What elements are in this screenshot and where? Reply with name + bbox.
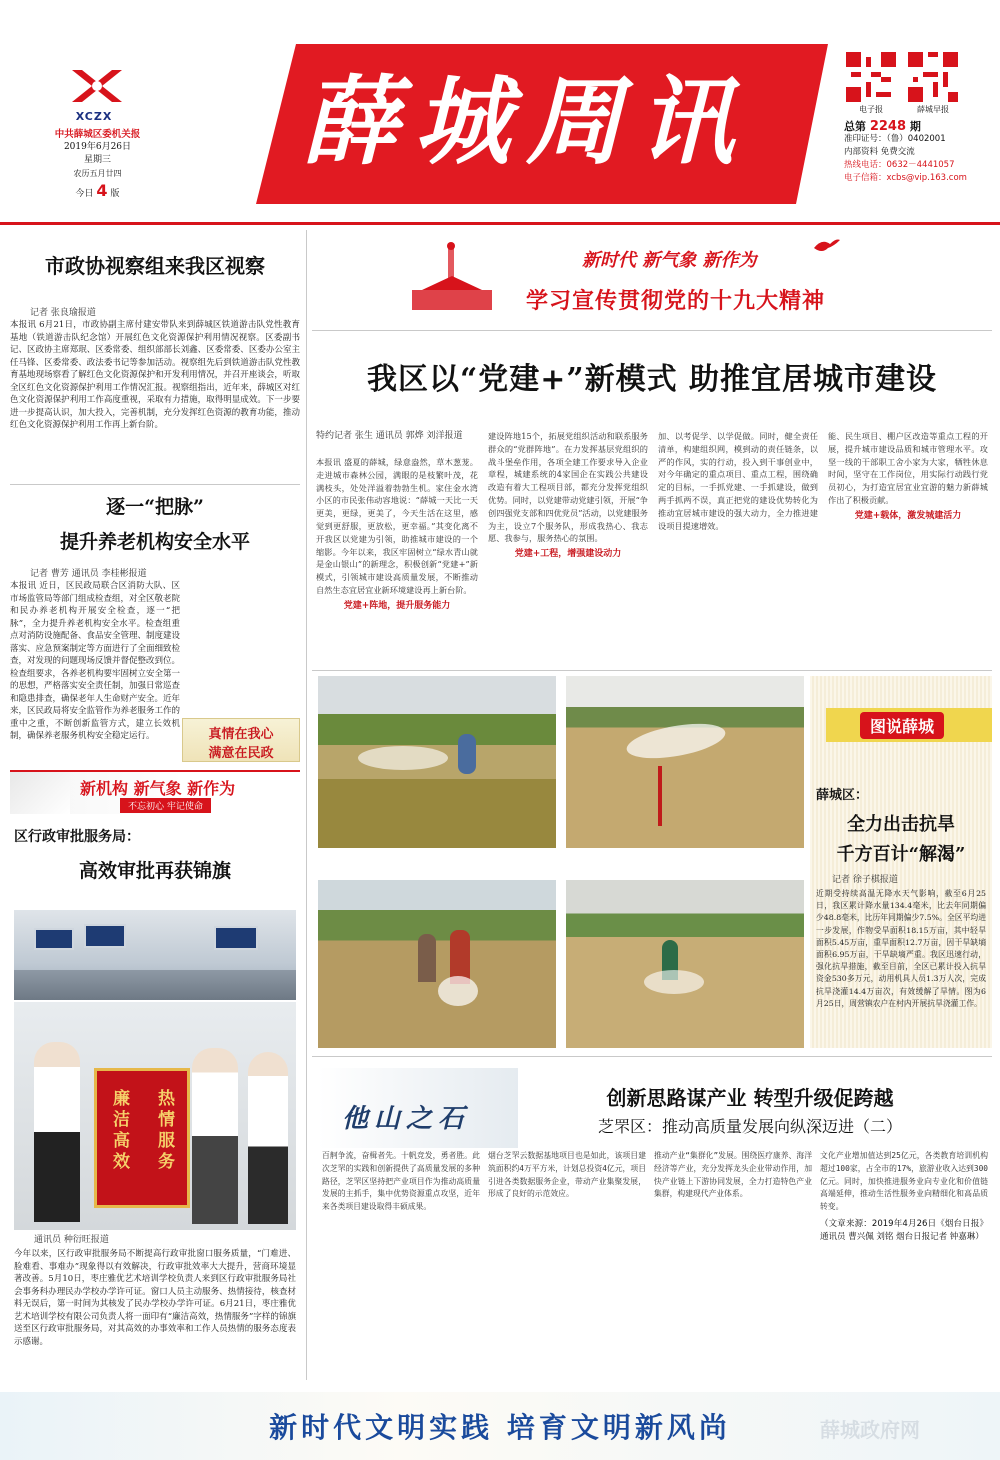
subhead-2: 党建+工程，增强建设动力 bbox=[514, 549, 622, 560]
qr-morning-news[interactable] bbox=[908, 52, 958, 102]
main-column-2: 建设阵地15个，拓展党组织活动和联系服务群众的“党群阵地”。在力发挥基层党组织的战斗堡垒作用，各项全建工作要求导入企业章程，城建系统的4家国企在实践公共建设改造有着大工程项目部，都充分发挥党组织优势。同时，以党建带动党建引领，开展“争创四强党支部和四优党员”活动，以党建服务为主，设立7个服务队，形成我热心、我志愿、我参与，服务热心的氛围。 党建+工程，增强建设动力 bbox=[488, 431, 648, 560]
banner-text-line1: 真情在我心 bbox=[208, 727, 274, 742]
bottom-title: 创新思路谋产业 转型升级促跨越 bbox=[606, 1086, 894, 1110]
article-source: （文章来源：2019年4月26日《烟台日报》 通讯员 曹兴佩 刘铭 烟台日报记者 钟嘉琳） bbox=[820, 1218, 988, 1242]
footer-banner bbox=[0, 1392, 1000, 1460]
main-column-4: 能、民生项目、棚户区改造等重点工程的开展，提升城市建设品质和城市管理水平。攻坚一线的干部职工舍小家为大家，牺牲休息时间，坚守在工作岗位，用实际行动践行党员初心，为打造宜居宜业宜游的魅力新薛城作出了积极贡献。 党建+载体，激发城建活力 bbox=[828, 431, 988, 521]
photo-minzheng-banner bbox=[182, 718, 300, 762]
article-byline: 记者 张良瑜报道 bbox=[30, 308, 96, 318]
masthead-title: 薛城周讯 bbox=[302, 65, 750, 178]
logo-text: XCZX bbox=[75, 110, 113, 123]
watermark: 薛城政府网 bbox=[820, 1418, 920, 1442]
bottom-column-3: 推动产业“集群化”发展。围绕医疗康养、海洋经济等产业，充分发挥龙头企业带动作用，加快产业链上下游协同发展，全力打造特色产业集群，构建现代产业体系。 bbox=[654, 1151, 812, 1199]
newspaper-logo bbox=[64, 66, 124, 123]
photo-drought-4 bbox=[566, 880, 804, 1048]
masthead-title-block bbox=[256, 44, 828, 204]
article-byline: 记者 曹芳 通讯员 李桂彬报道 bbox=[30, 569, 147, 579]
internal-note: 内部资料 免费交流 bbox=[844, 147, 915, 157]
article-body: 本报讯 近日，区民政局联合区消防大队、区市场监管局等部门组成检查组，对全区敬老院和民办养老机构开展安全检查，逐一“把脉”，全力提升养老机构安全水平。检查组重点对消防设施配备、食品安全管理、制度建设落实、应急预案制定等方面进行了全面细致检查，对发现的问题现场反馈并督促整改到位。检查组要求，各养老机构要牢固树立安全第一的思想，严格落实安全责任制，加强日常巡查和隐患排查，确保老年人生命财产安全。近年来，区民政局将安全监管作为养老服务工作的重中之重，不断创新监管方式，建立长效机制，确保养老服务机构安全稳定运行。 bbox=[10, 581, 180, 741]
main-byline: 特约记者 张生 通讯员 郭烨 刘洋报道 bbox=[316, 431, 463, 441]
article-kicker: 区行政审批服务局： bbox=[14, 829, 140, 845]
pages-info: 今日 4 版 bbox=[75, 181, 120, 200]
promo-line1: 新机构 新气象 新作为 bbox=[80, 779, 236, 798]
footer-slogan: 新时代文明实践 培育文明新风尚 bbox=[269, 1411, 731, 1444]
banner-text-line2: 满意在民政 bbox=[208, 746, 274, 761]
brand-box bbox=[318, 1068, 518, 1148]
drought-byline: 记者 徐子棋报道 bbox=[832, 875, 898, 885]
article-title: 高效审批再获锦旗 bbox=[78, 860, 231, 882]
photo-drought-3 bbox=[318, 880, 556, 1048]
drought-kicker: 薛城区： bbox=[816, 788, 869, 803]
photo-pennant-presentation bbox=[14, 1002, 296, 1230]
bottom-column-4: 文化产业增加值达到25亿元，各类教育培训机构超过100家，占全市的17%，旅游业收入达到300亿元。同时，加快推进服务业向专业化和价值链高端延伸，推动生活性服务业向精细化和高品质转变。 （文章来源：2019年4月26日《烟台日报》 通讯员 曹兴佩 刘铭 烟台日报记者 钟嘉琳） bbox=[820, 1151, 988, 1242]
issue-date: 2019年6月26日 bbox=[63, 142, 132, 152]
pennant-text-left: 廉洁高效 bbox=[109, 1089, 129, 1173]
subhead-1: 党建+阵地，提升服务能力 bbox=[343, 600, 451, 611]
pennant-text-right: 热情服务 bbox=[154, 1089, 174, 1173]
hotline: 热线电话：0632－4441057 bbox=[844, 160, 955, 170]
section-tag: 图说薛城 bbox=[860, 712, 944, 739]
photo-drought-1 bbox=[318, 676, 556, 848]
photo-drought-2 bbox=[566, 676, 804, 848]
drought-title1: 全力出击抗旱 bbox=[847, 814, 955, 835]
weekday: 星期三 bbox=[83, 155, 111, 165]
main-headline: 我区以“党建+”新模式 助推宜居城市建设 bbox=[366, 362, 938, 397]
masthead bbox=[0, 0, 1000, 222]
article-title-line1: 逐一“把脉” bbox=[106, 496, 204, 518]
article-title: 市政协视察组来我区视察 bbox=[45, 254, 265, 278]
masthead-divider bbox=[0, 222, 1000, 225]
print-permit: 准印证号：（鲁）0402001 bbox=[844, 134, 946, 144]
publisher: 中共薛城区委机关报 bbox=[54, 129, 141, 140]
article-title-line2: 提升养老机构安全水平 bbox=[59, 531, 250, 553]
drought-body: 近期受持续高温无降水天气影响，截至6月25日，我区累计降水量134.4毫米，比去年同期偏少48.8毫米，比历年同期偏少7.5%。全区平均进一步发展，作物受旱面积18.15万亩，其中轻旱面积5.45万亩，重旱面积12.7万亩，因干旱缺墒面积6.95万亩，干旱缺墒严重。我区迅速行动，强化抗旱措施，截至目前，全区已累计投入抗旱资金530多万元，动用机具人员1.3万人次，完成抗旱浇灌14.4万亩次，有效缓解了旱情。图为6月25日，周营镇农户在村内开展抗旱浇灌工作。 bbox=[816, 889, 986, 1008]
article-body: 今年以来，区行政审批服务局不断提高行政审批窗口服务质量，“门难进、脸难看、事难办”现象得以有效解决，行政审批效率大大提升，营商环境显著改善。5月10日，枣庄雅优艺术培训学校负责人来到区行政审批服务局社会事务科办理民办学校办学许可证。窗口人员主动服务、热情接待，核查材料无误后，第一时间为其核发了民办学校办学许可证。6月21日，枣庄雅优艺术培训学校有限公司负责人将一面印有“廉洁高效，热情服务”字样的锦旗送至区行政审批服务局，对其高效的办事效率和工作人员热情的服务态度表示感谢。 bbox=[14, 1249, 296, 1347]
article-byline: 通讯员 种衍旺报道 bbox=[34, 1235, 109, 1245]
banner-title: 学习宣传贯彻党的十九大精神 bbox=[526, 289, 826, 314]
bottom-column-2: 烟台芝罘云数据基地项目也是如此，该项目建筑面积约4万平方米，计划总投资4亿元，项目引进各类数据服务企业，带动产业集聚发展，形成了良好的示范效应。 bbox=[488, 1151, 646, 1199]
photo-service-hall bbox=[14, 910, 296, 1000]
main-column-3: 加、以考促学、以学促做。同时，健全责任清单，构建组织网，模到动的责任链条，以严的作风，实的行动，投入到干事创业中，对今年确定的重点项目、重点工程，围绕确定的目标，一手抓党建、一手抓建设，做到两手抓两不误，真正把党的建设优势转化为推动宜居城市建设的强大动力，全力推进建设项目提速增效。 bbox=[658, 431, 818, 531]
qr-epaper[interactable] bbox=[846, 52, 896, 102]
dove-icon bbox=[812, 236, 842, 256]
promo-line2: 不忘初心 牢记使命 bbox=[120, 798, 211, 813]
issue-number: 总第 2248 期 bbox=[844, 119, 921, 134]
article-cppcc-visit bbox=[10, 236, 300, 481]
brand-title: 他山之石 bbox=[342, 1104, 471, 1134]
email: 电子信箱：xcbs@vip.163.com bbox=[844, 173, 967, 183]
main-column-1: 本报讯 盛夏的薛城，绿意盎然，草木葱茏。走进城市森林公园，满眼的是枝繁叶茂，花满枝头，处处洋溢着勃勃生机。家住金水湾小区的市民张伟动容地说：“薛城一天比一天更美，更绿，更美了，今天生活在这里，感觉到更舒服，更放松，更幸福。”其变化离不开我区以党建为引领，助推城市建设的一个缩影。今年以来，我区牢固树立“绿水青山就是金山银山”的新理念，积极创新“党建+”新模式，引领城市建设高质量发展，不断推动自然生态宜居宜业新环境建设再上新台阶。 党建+阵地，提升服务能力 bbox=[316, 457, 478, 611]
pages-count: 4 bbox=[96, 181, 108, 200]
pennant bbox=[94, 1068, 190, 1208]
lunar-date: 农历五月廿四 bbox=[73, 169, 122, 178]
article-body: 本报讯 6月21日，市政协副主席付建安带队来到薛城区铁道游击队党性教育基地（铁道游击队纪念馆）开展红色文化资源保护利用情况视察。区委副书记、区政协主席郑珉、区委常委、组织部部长刘鑫、区委常委、区委办公室主任马锋、区委常委、政法委书记等参加活动。视察组先后到铁道游击队党性教育基地现场察看了解红色文化资源保护和开发利用情况，并召开座谈会，听取全区红色文化资源保护利用工作情况汇报。视察组指出，近年来，薛城区对红色文化资源保护利用工作高度重视，采取有力措施，取得明显成效。下一步要进一步提高认识，加大投入，完善机制，充分发挥红色资源的教育功能，推动红色文化资源保护利用工作再上新台阶。 bbox=[10, 320, 300, 430]
banner-slogan: 新时代 新气象 新作为 bbox=[582, 250, 757, 271]
qr-label-morning: 薛城早报 bbox=[917, 105, 949, 114]
drought-title2: 千方百计“解渴” bbox=[836, 844, 966, 865]
congress-banner bbox=[312, 232, 992, 324]
drought-sidebar bbox=[810, 676, 992, 1048]
promo-strip bbox=[10, 770, 300, 814]
subhead-3: 党建+载体，激发城建活力 bbox=[854, 510, 962, 521]
bottom-column-1: 百舸争流，奋楫者先。十帆竞发，勇者胜。此次芝罘的实践和创新提供了高质量发展的多种路径，芝罘区坚持把产业项目作为推动高质量发展的主抓手，集中优势资源重点攻坚，近年来各类项目建设取得丰硕成果。 bbox=[322, 1151, 480, 1212]
tiananmen-icon bbox=[402, 240, 502, 320]
bottom-subtitle: 芝罘区：推动高质量发展向纵深迈进（二） bbox=[597, 1117, 902, 1136]
qr-label-epaper: 电子报 bbox=[859, 105, 883, 114]
